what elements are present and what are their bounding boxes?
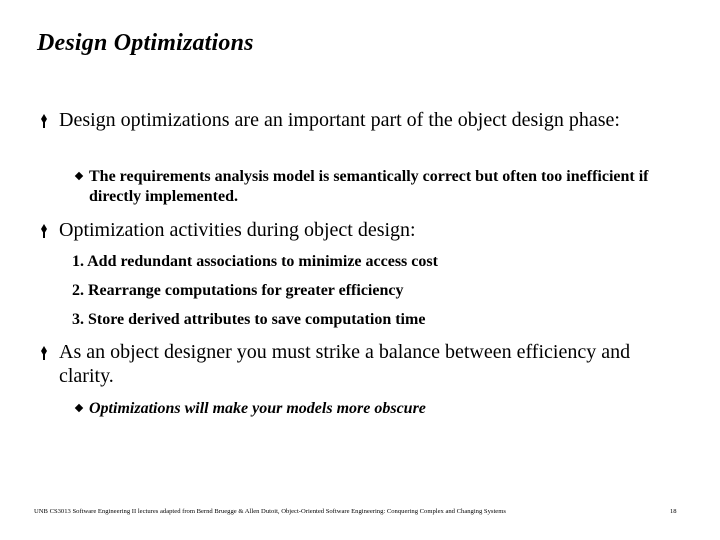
square-bullet-icon [75,404,83,412]
footer-citation: UNB CS3013 Software Engineering II lectures adapted from Bernd Bruegge & Allen Dutoit, Object-Oriented Software Engineering: Conquering Complex and Changing Systems [34,508,506,515]
sub-bullet-text: The requirements analysis model is semantically correct but often too inefficient if directly implemented. [89,168,649,205]
square-bullet-icon [75,172,83,180]
diamond-bullet-icon [40,222,50,242]
slide-title: Design Optimizations [37,30,254,56]
sub-bullet-text: Optimizations will make your models more obscure [89,400,426,417]
numbered-item: 1. Add redundant associations to minimize access cost [72,253,438,270]
bullet-text: Optimization activities during object design: [59,219,416,241]
diamond-bullet-icon [40,112,50,132]
bullet-text: Design optimizations are an important part of the object design phase: [59,109,620,131]
page-number: 18 [670,508,677,515]
diamond-bullet-icon [40,344,50,364]
numbered-item: 2. Rearrange computations for greater efficiency [72,282,404,299]
bullet-text: As an object designer you must strike a balance between efficiency and clarity. [59,341,631,387]
numbered-item: 3. Store derived attributes to save computation time [72,311,426,328]
